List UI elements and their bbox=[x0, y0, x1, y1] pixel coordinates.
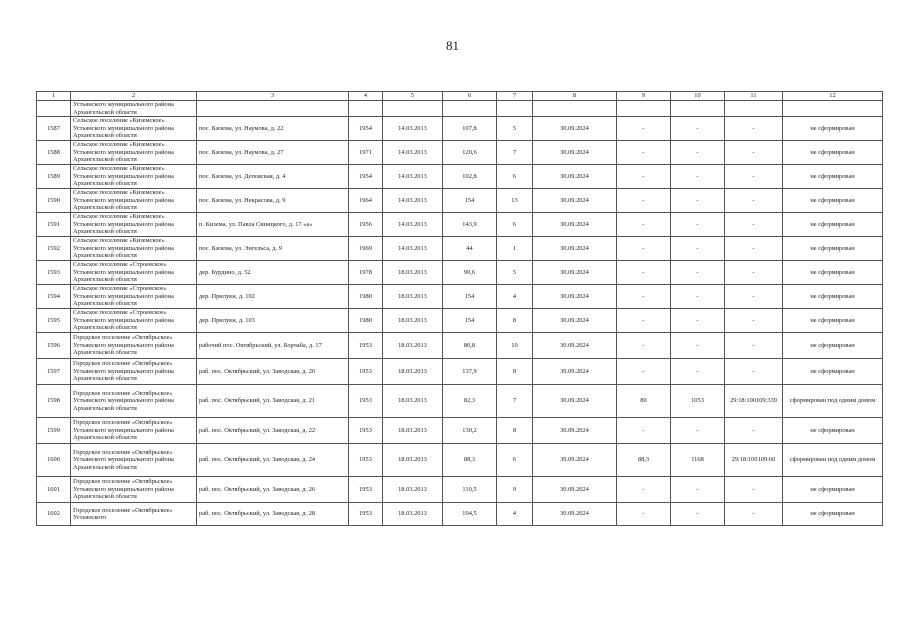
area-cell: 102,8 bbox=[443, 165, 497, 189]
address-cell: дер. Прилуки, д. 103 bbox=[197, 309, 349, 333]
status-cell: не сформирован bbox=[783, 261, 883, 285]
land-area-cell: - bbox=[617, 117, 671, 141]
cadastral-value-cell: - bbox=[671, 309, 725, 333]
owner-cell: Сельское поселение «Киземское» Устьянского муниципального района Архангельской области bbox=[71, 165, 197, 189]
table-row bbox=[37, 261, 883, 285]
address-cell: дер. Прилуки, д. 102 bbox=[197, 285, 349, 309]
cadastral-number-cell: - bbox=[725, 477, 783, 503]
land-area-cell: 88,3 bbox=[617, 444, 671, 477]
status-cell: не сформирован bbox=[783, 418, 883, 444]
row-number-cell: 1596 bbox=[37, 333, 71, 359]
count-cell: 10 bbox=[497, 333, 533, 359]
owner-cell: Сельское поселение «Киземское» Устьянского муниципального района Архангельской области bbox=[71, 141, 197, 165]
cadastral-number-cell: - bbox=[725, 309, 783, 333]
row-number-cell: 1595 bbox=[37, 309, 71, 333]
table-cell bbox=[497, 101, 533, 117]
count-cell: 4 bbox=[497, 285, 533, 309]
cadastral-value-cell: - bbox=[671, 418, 725, 444]
owner-cell: Городское поселение «Октябрьское» Устьянского муниципального района Архангельской области bbox=[71, 385, 197, 418]
area-cell: 130,2 bbox=[443, 418, 497, 444]
column-header: 12 bbox=[783, 92, 883, 101]
row-number-cell: 1597 bbox=[37, 359, 71, 385]
row-number-cell: 1594 bbox=[37, 285, 71, 309]
cadastral-value-cell: - bbox=[671, 189, 725, 213]
date-cell: 18.03.2013 bbox=[383, 309, 443, 333]
count-cell: 8 bbox=[497, 359, 533, 385]
year-cell: 1953 bbox=[349, 477, 383, 503]
status-cell: не сформирован bbox=[783, 285, 883, 309]
cadastral-value-cell: 1168 bbox=[671, 444, 725, 477]
count-cell: 13 bbox=[497, 189, 533, 213]
column-header: 7 bbox=[497, 92, 533, 101]
table-cell bbox=[725, 101, 783, 117]
plan-date-cell: 30.09.2024 bbox=[533, 444, 617, 477]
land-area-cell: 80 bbox=[617, 385, 671, 418]
count-cell: 9 bbox=[497, 477, 533, 503]
area-cell: 88,3 bbox=[443, 444, 497, 477]
table-cell bbox=[443, 101, 497, 117]
cadastral-value-cell: - bbox=[671, 503, 725, 526]
land-area-cell: - bbox=[617, 285, 671, 309]
table-row bbox=[37, 237, 883, 261]
table-cell bbox=[533, 101, 617, 117]
plan-date-cell: 30.09.2024 bbox=[533, 117, 617, 141]
plan-date-cell: 30.09.2024 bbox=[533, 261, 617, 285]
owner-cell: Городское поселение «Октябрьское» Устьянского муниципального района Архангельской области bbox=[71, 359, 197, 385]
continuation-row bbox=[37, 101, 883, 117]
row-number-cell: 1598 bbox=[37, 385, 71, 418]
count-cell: 5 bbox=[497, 117, 533, 141]
year-cell: 1953 bbox=[349, 444, 383, 477]
count-cell: 8 bbox=[497, 418, 533, 444]
land-area-cell: - bbox=[617, 237, 671, 261]
count-cell: 7 bbox=[497, 385, 533, 418]
cadastral-number-cell: - bbox=[725, 117, 783, 141]
row-number-cell: 1601 bbox=[37, 477, 71, 503]
plan-date-cell: 30.09.2024 bbox=[533, 141, 617, 165]
column-header: 9 bbox=[617, 92, 671, 101]
address-cell: раб. пос. Октябрьский, ул. Заводская, д. 26 bbox=[197, 477, 349, 503]
owner-cell: Сельское поселение «Строевское» Устьянского муниципального района Архангельской области bbox=[71, 285, 197, 309]
date-cell: 18.03.2013 bbox=[383, 333, 443, 359]
cadastral-value-cell: - bbox=[671, 359, 725, 385]
date-cell: 18.03.2013 bbox=[383, 385, 443, 418]
cadastral-number-cell: - bbox=[725, 418, 783, 444]
cadastral-number-cell: - bbox=[725, 333, 783, 359]
cadastral-value-cell: - bbox=[671, 213, 725, 237]
status-cell: не сформирован bbox=[783, 309, 883, 333]
plan-date-cell: 30.09.2024 bbox=[533, 189, 617, 213]
status-cell: не сформирован bbox=[783, 503, 883, 526]
land-area-cell: - bbox=[617, 141, 671, 165]
cadastral-number-cell: - bbox=[725, 261, 783, 285]
status-cell: не сформирован bbox=[783, 237, 883, 261]
area-cell: 82,3 bbox=[443, 385, 497, 418]
column-header: 10 bbox=[671, 92, 725, 101]
year-cell: 1953 bbox=[349, 503, 383, 526]
status-cell: не сформирован bbox=[783, 165, 883, 189]
cadastral-number-cell: - bbox=[725, 285, 783, 309]
table-row bbox=[37, 477, 883, 503]
owner-cell: Городское поселение «Октябрьское» Устьянского муниципального района Архангельской области bbox=[71, 444, 197, 477]
column-number-row bbox=[37, 92, 883, 101]
table-row bbox=[37, 189, 883, 213]
table-cell bbox=[671, 101, 725, 117]
date-cell: 14.03.2013 bbox=[383, 189, 443, 213]
cadastral-number-cell: - bbox=[725, 213, 783, 237]
plan-date-cell: 30.09.2024 bbox=[533, 213, 617, 237]
status-cell: сформирован под одним домом bbox=[783, 385, 883, 418]
row-number-cell: 1589 bbox=[37, 165, 71, 189]
plan-date-cell: 30.09.2024 bbox=[533, 359, 617, 385]
date-cell: 18.03.2013 bbox=[383, 418, 443, 444]
area-cell: 110,5 bbox=[443, 477, 497, 503]
date-cell: 18.03.2013 bbox=[383, 359, 443, 385]
area-cell: 107,8 bbox=[443, 117, 497, 141]
date-cell: 14.03.2013 bbox=[383, 213, 443, 237]
table-row bbox=[37, 333, 883, 359]
year-cell: 1971 bbox=[349, 141, 383, 165]
cadastral-value-cell: - bbox=[671, 261, 725, 285]
table-cell bbox=[197, 101, 349, 117]
table-cell bbox=[349, 101, 383, 117]
address-cell: раб. пос. Октябрьский, ул. Заводская, д. 22 bbox=[197, 418, 349, 444]
count-cell: 6 bbox=[497, 165, 533, 189]
year-cell: 1980 bbox=[349, 285, 383, 309]
date-cell: 18.03.2013 bbox=[383, 503, 443, 526]
table-row bbox=[37, 285, 883, 309]
area-cell: 104,5 bbox=[443, 503, 497, 526]
address-cell: раб. пос. Октябрьский, ул. Заводская, д. 21 bbox=[197, 385, 349, 418]
plan-date-cell: 30.09.2024 bbox=[533, 333, 617, 359]
count-cell: 1 bbox=[497, 237, 533, 261]
plan-date-cell: 30.09.2024 bbox=[533, 503, 617, 526]
land-area-cell: - bbox=[617, 213, 671, 237]
table-cell bbox=[37, 101, 71, 117]
date-cell: 14.03.2013 bbox=[383, 117, 443, 141]
land-area-cell: - bbox=[617, 261, 671, 285]
cadastral-number-cell: - bbox=[725, 237, 783, 261]
year-cell: 1980 bbox=[349, 309, 383, 333]
address-cell: дер. Бурдино, д. 52 bbox=[197, 261, 349, 285]
status-cell: не сформирован bbox=[783, 117, 883, 141]
status-cell: не сформирован bbox=[783, 359, 883, 385]
owner-cell: Городское поселение «Октябрьское» Устьянского муниципального района Архангельской области bbox=[71, 333, 197, 359]
column-header: 8 bbox=[533, 92, 617, 101]
plan-date-cell: 30.09.2024 bbox=[533, 285, 617, 309]
row-number-cell: 1587 bbox=[37, 117, 71, 141]
housing-register-table bbox=[36, 91, 883, 526]
land-area-cell: - bbox=[617, 418, 671, 444]
year-cell: 1956 bbox=[349, 213, 383, 237]
cadastral-number-cell: - bbox=[725, 359, 783, 385]
row-number-cell: 1600 bbox=[37, 444, 71, 477]
status-cell: сформирован под одним домом bbox=[783, 444, 883, 477]
owner-cell: Сельское поселение «Киземское» Устьянского муниципального района Архангельской области bbox=[71, 189, 197, 213]
year-cell: 1978 bbox=[349, 261, 383, 285]
row-number-cell: 1599 bbox=[37, 418, 71, 444]
table-cell bbox=[783, 101, 883, 117]
land-area-cell: - bbox=[617, 165, 671, 189]
column-header: 6 bbox=[443, 92, 497, 101]
column-header: 4 bbox=[349, 92, 383, 101]
column-header: 2 bbox=[71, 92, 197, 101]
owner-cell: Городское поселение «Октябрьское» Устьянского муниципального района Архангельской области bbox=[71, 477, 197, 503]
address-cell: раб. пос. Октябрьский, ул. Заводская, д. 28 bbox=[197, 503, 349, 526]
table-cell bbox=[617, 101, 671, 117]
cadastral-value-cell: - bbox=[671, 477, 725, 503]
column-header: 1 bbox=[37, 92, 71, 101]
row-number-cell: 1592 bbox=[37, 237, 71, 261]
land-area-cell: - bbox=[617, 189, 671, 213]
owner-cell: Устьянского муниципального района Архангельской области bbox=[71, 101, 197, 117]
count-cell: 6 bbox=[497, 444, 533, 477]
plan-date-cell: 30.09.2024 bbox=[533, 418, 617, 444]
owner-cell: Городское поселение «Октябрьское» Устьянского bbox=[71, 503, 197, 526]
table-row bbox=[37, 165, 883, 189]
owner-cell: Сельское поселение «Киземское» Устьянского муниципального района Архангельской области bbox=[71, 117, 197, 141]
row-number-cell: 1588 bbox=[37, 141, 71, 165]
year-cell: 1953 bbox=[349, 333, 383, 359]
cadastral-number-cell: - bbox=[725, 189, 783, 213]
table-row bbox=[37, 418, 883, 444]
owner-cell: Сельское поселение «Строевское» Устьянского муниципального района Архангельской области bbox=[71, 261, 197, 285]
address-cell: пос. Кизема, ул. Наумова, д. 22 bbox=[197, 117, 349, 141]
area-cell: 154 bbox=[443, 285, 497, 309]
address-cell: раб. пос. Октябрьский, ул. Заводская, д. 24 bbox=[197, 444, 349, 477]
year-cell: 1953 bbox=[349, 385, 383, 418]
date-cell: 14.03.2013 bbox=[383, 237, 443, 261]
date-cell: 14.03.2013 bbox=[383, 141, 443, 165]
area-cell: 154 bbox=[443, 309, 497, 333]
count-cell: 5 bbox=[497, 261, 533, 285]
land-area-cell: - bbox=[617, 359, 671, 385]
owner-cell: Сельское поселение «Киземское» Устьянского муниципального района Архангельской области bbox=[71, 213, 197, 237]
address-cell: пос. Кизема, ул. Наумова, д. 27 bbox=[197, 141, 349, 165]
status-cell: не сформирован bbox=[783, 213, 883, 237]
area-cell: 120,6 bbox=[443, 141, 497, 165]
column-header: 11 bbox=[725, 92, 783, 101]
column-header: 5 bbox=[383, 92, 443, 101]
plan-date-cell: 30.09.2024 bbox=[533, 237, 617, 261]
cadastral-value-cell: - bbox=[671, 141, 725, 165]
count-cell: 7 bbox=[497, 141, 533, 165]
address-cell: пос. Кизема, ул. Некрасова, д. 9 bbox=[197, 189, 349, 213]
cadastral-value-cell: - bbox=[671, 237, 725, 261]
area-cell: 154 bbox=[443, 189, 497, 213]
cadastral-value-cell: - bbox=[671, 285, 725, 309]
cadastral-number-cell: - bbox=[725, 165, 783, 189]
year-cell: 1954 bbox=[349, 117, 383, 141]
area-cell: 44 bbox=[443, 237, 497, 261]
status-cell: не сформирован bbox=[783, 477, 883, 503]
owner-cell: Городское поселение «Октябрьское» Устьянского муниципального района Архангельской области bbox=[71, 418, 197, 444]
date-cell: 18.03.2013 bbox=[383, 285, 443, 309]
status-cell: не сформирован bbox=[783, 333, 883, 359]
cadastral-value-cell: - bbox=[671, 333, 725, 359]
year-cell: 1953 bbox=[349, 359, 383, 385]
land-area-cell: - bbox=[617, 503, 671, 526]
table-row bbox=[37, 385, 883, 418]
row-number-cell: 1602 bbox=[37, 503, 71, 526]
page-number: 81 bbox=[446, 38, 459, 53]
table-row bbox=[37, 213, 883, 237]
land-area-cell: - bbox=[617, 477, 671, 503]
cadastral-number-cell: - bbox=[725, 503, 783, 526]
column-header: 3 bbox=[197, 92, 349, 101]
table-row bbox=[37, 141, 883, 165]
area-cell: 90,6 bbox=[443, 261, 497, 285]
cadastral-number-cell: 29:18:100109:60 bbox=[725, 444, 783, 477]
owner-cell: Сельское поселение «Киземское» Устьянского муниципального района Архангельской области bbox=[71, 237, 197, 261]
address-cell: раб. пос. Октябрьский, ул. Заводская, д. 20 bbox=[197, 359, 349, 385]
cadastral-value-cell: - bbox=[671, 117, 725, 141]
date-cell: 18.03.2013 bbox=[383, 261, 443, 285]
status-cell: не сформирован bbox=[783, 189, 883, 213]
area-cell: 137,9 bbox=[443, 359, 497, 385]
address-cell: п. Кизема, ул. Павла Синицкого, д. 17 «а» bbox=[197, 213, 349, 237]
cadastral-value-cell: - bbox=[671, 165, 725, 189]
date-cell: 18.03.2013 bbox=[383, 477, 443, 503]
table-row bbox=[37, 444, 883, 477]
year-cell: 1969 bbox=[349, 237, 383, 261]
plan-date-cell: 30.09.2024 bbox=[533, 385, 617, 418]
cadastral-number-cell: 29:18:100109:339 bbox=[725, 385, 783, 418]
owner-cell: Сельское поселение «Строевское» Устьянского муниципального района Архангельской области bbox=[71, 309, 197, 333]
count-cell: 6 bbox=[497, 213, 533, 237]
status-cell: не сформирован bbox=[783, 141, 883, 165]
table-body bbox=[37, 101, 883, 526]
area-cell: 143,9 bbox=[443, 213, 497, 237]
cadastral-number-cell: - bbox=[725, 141, 783, 165]
date-cell: 18.03.2013 bbox=[383, 444, 443, 477]
plan-date-cell: 30.09.2024 bbox=[533, 477, 617, 503]
land-area-cell: - bbox=[617, 309, 671, 333]
plan-date-cell: 30.09.2024 bbox=[533, 309, 617, 333]
land-area-cell: - bbox=[617, 333, 671, 359]
address-cell: рабочий пос. Октябрьский, ул. Борчаба, д. 17 bbox=[197, 333, 349, 359]
row-number-cell: 1593 bbox=[37, 261, 71, 285]
row-number-cell: 1591 bbox=[37, 213, 71, 237]
table-row bbox=[37, 359, 883, 385]
count-cell: 8 bbox=[497, 309, 533, 333]
address-cell: пос. Кизема, ул. Энгельса, д. 9 bbox=[197, 237, 349, 261]
table-row bbox=[37, 309, 883, 333]
count-cell: 4 bbox=[497, 503, 533, 526]
date-cell: 14.03.2013 bbox=[383, 165, 443, 189]
area-cell: 80,8 bbox=[443, 333, 497, 359]
table-row bbox=[37, 117, 883, 141]
plan-date-cell: 30.09.2024 bbox=[533, 165, 617, 189]
year-cell: 1964 bbox=[349, 189, 383, 213]
table-cell bbox=[383, 101, 443, 117]
row-number-cell: 1590 bbox=[37, 189, 71, 213]
table-row bbox=[37, 503, 883, 526]
address-cell: пос. Кизема, ул. Деповская, д. 4 bbox=[197, 165, 349, 189]
year-cell: 1953 bbox=[349, 418, 383, 444]
cadastral-value-cell: 1053 bbox=[671, 385, 725, 418]
year-cell: 1954 bbox=[349, 165, 383, 189]
